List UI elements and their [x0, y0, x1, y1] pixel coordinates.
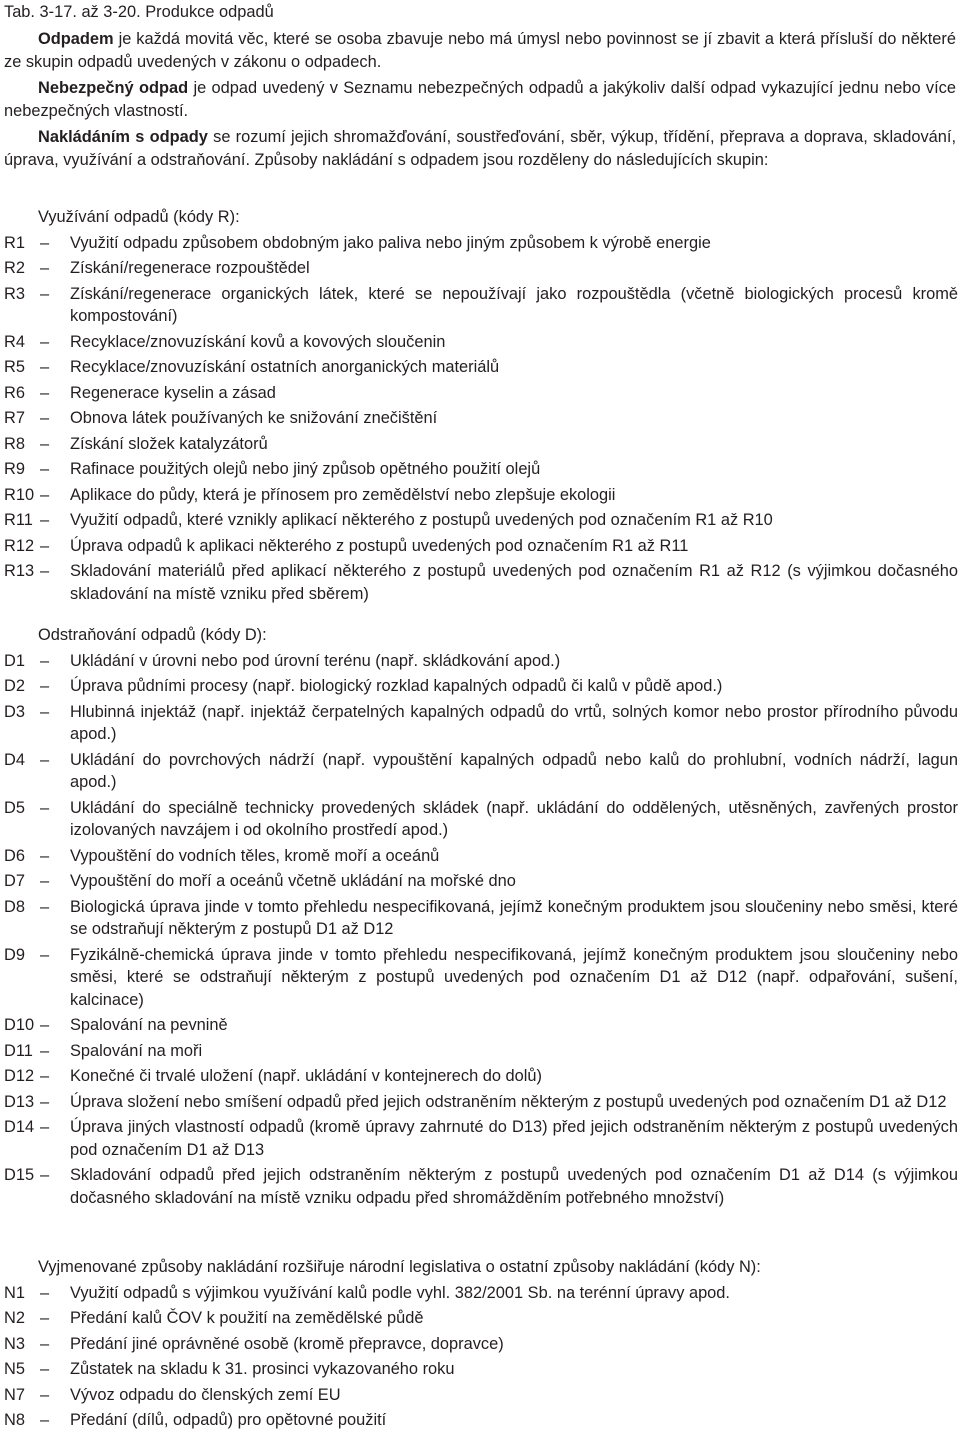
- item-description: Skladování odpadů před jejich odstraněním některým z postupů uvedených pod označením D1 až D14 (s výjimkou dočasného skladování na místě vzniku odpadu před shromážděním potřebného množství): [70, 1166, 958, 1207]
- item-code: D1: [4, 651, 25, 670]
- item-description: Předání kalů ČOV k použití na zemědělské půdě: [70, 1309, 424, 1327]
- item-code: D13: [4, 1092, 35, 1111]
- item-code: N2: [4, 1309, 25, 1327]
- section-heading-recovery: Využívání odpadů (kódy R):: [38, 208, 240, 226]
- list-item: [4, 1358, 958, 1381]
- definition-waste-management: [4, 126, 956, 171]
- item-description: Biologická úprava jinde v tomto přehledu nespecifikovaná, jejímž konečným produktem jsou sloučeniny nebo směsi, které se odstraňují některým z postupů D1 až D12: [70, 897, 958, 938]
- list-item: [4, 407, 958, 430]
- list-item: [4, 749, 958, 794]
- item-code: D9: [4, 945, 25, 964]
- list-item: [4, 701, 958, 746]
- item-dash: –: [40, 846, 50, 865]
- intro-text: [4, 28, 956, 175]
- item-description: Obnova látek používaných ke snižování znečištění: [70, 409, 438, 427]
- item-code: R9: [4, 460, 25, 478]
- item-dash: –: [40, 511, 50, 529]
- item-code: N1: [4, 1283, 25, 1302]
- item-description: Skladování materiálů před aplikací některého z postupů uvedených pod označením R1 až R12 (s výjimkou dočasného skladování na místě vzniku před sběrem): [70, 562, 958, 603]
- item-dash: –: [40, 897, 50, 916]
- list-item: [4, 232, 958, 255]
- item-code: N7: [4, 1385, 25, 1404]
- list-item: [4, 331, 958, 354]
- item-code: R13: [4, 562, 35, 580]
- list-item: [4, 1307, 958, 1330]
- list-item: [4, 1282, 958, 1305]
- list-item: [4, 650, 958, 673]
- item-dash: –: [40, 702, 50, 721]
- item-dash: –: [40, 1016, 50, 1034]
- item-dash: –: [40, 409, 50, 427]
- item-dash: –: [40, 460, 50, 478]
- table-title: Tab. 3-17. až 3-20. Produkce odpadů: [4, 3, 274, 21]
- term-waste: Odpadem: [38, 30, 114, 48]
- item-dash: –: [40, 1334, 50, 1353]
- item-description: Předání jiné oprávněné osobě (kromě přepravce, dopravce): [70, 1334, 504, 1353]
- item-code: N5: [4, 1360, 25, 1378]
- item-dash: –: [40, 332, 50, 351]
- item-description: Úprava jiných vlastností odpadů (kromě úpravy zahrnuté do D13) před jejich odstraněním některým z postupů uvedených pod označením D1 až D13: [70, 1118, 958, 1159]
- item-dash: –: [40, 945, 50, 964]
- item-description: Úprava složení nebo smíšení odpadů před jejich odstraněním některým z postupů uvedených pod označením D1 až D12: [70, 1092, 947, 1111]
- item-description: Předání (dílů, odpadů) pro opětovné použití: [70, 1411, 387, 1429]
- item-code: R12: [4, 536, 35, 555]
- list-item: [4, 458, 958, 481]
- code-list-national: [4, 1282, 958, 1432]
- item-description: Úprava půdními procesy (např. biologický rozklad kapalných odpadů či kalů v půdě apod.): [70, 677, 723, 695]
- list-item: [4, 797, 958, 842]
- item-description: Recyklace/znovuzískání ostatních anorganických materiálů: [70, 358, 500, 376]
- item-description: Recyklace/znovuzískání kovů a kovových sloučenin: [70, 332, 446, 351]
- item-code: N8: [4, 1411, 25, 1429]
- item-description: Ukládání v úrovni nebo pod úrovní terénu (např. skládkování apod.): [70, 651, 561, 670]
- section-disposal: [4, 624, 958, 1212]
- item-dash: –: [40, 383, 50, 402]
- item-dash: –: [40, 1411, 50, 1429]
- list-item: [4, 433, 958, 456]
- item-dash: –: [40, 1385, 50, 1404]
- item-dash: –: [40, 434, 50, 453]
- item-description: Využití odpadu způsobem obdobným jako paliva nebo jiným způsobem k výrobě energie: [70, 233, 711, 252]
- item-code: N3: [4, 1334, 25, 1353]
- item-dash: –: [40, 1283, 50, 1302]
- list-item: [4, 1014, 958, 1037]
- item-code: R11: [4, 511, 33, 529]
- item-dash: –: [40, 1092, 50, 1111]
- item-description: Získání složek katalyzátorů: [70, 434, 268, 453]
- item-description: Ukládání do povrchových nádrží (např. vypouštění kapalných odpadů nebo kalů do prohlubní, vodních nádrží, lagun apod.): [70, 750, 958, 791]
- item-description: Zůstatek na skladu k 31. prosinci vykazovaného roku: [70, 1360, 455, 1378]
- list-item: [4, 356, 958, 379]
- item-code: D8: [4, 897, 25, 916]
- item-dash: –: [40, 1166, 50, 1184]
- list-item: [4, 896, 958, 941]
- definition-hazardous-waste: [4, 77, 956, 122]
- item-description: Vypouštění do vodních těles, kromě moří a oceánů: [70, 846, 440, 865]
- item-description: Rafinace použitých olejů nebo jiný způsob opětného použití olejů: [70, 460, 541, 478]
- list-item: [4, 1164, 958, 1209]
- list-item: [4, 1333, 958, 1356]
- item-code: D10: [4, 1016, 35, 1034]
- item-description: Ukládání do speciálně technicky provedených skládek (např. ukládání do oddělených, utěsněných, zavřených prostor izolovaných navzájem i od okolního prostředí apod.): [70, 798, 958, 839]
- definition-waste-management-text: se rozumí jejich shromažďování, soustřeďování, sběr, výkup, třídění, přeprava a doprava, skladování, úprava, využívání a odstraňování. Způsoby nakládání s odpadem jsou rozděleny do následujících skupin:: [4, 128, 956, 169]
- list-item: [4, 1116, 958, 1161]
- item-code: D4: [4, 750, 25, 769]
- definition-waste-text: je každá movitá věc, které se osoba zbavuje nebo má úmysl nebo povinnost se jí zbavit a která přísluší do některé ze skupin odpadů uvedených v zákonu o odpadech.: [4, 30, 956, 71]
- item-code: R7: [4, 409, 25, 427]
- item-description: Vývoz odpadu do členských zemí EU: [70, 1385, 341, 1404]
- item-dash: –: [40, 284, 50, 303]
- list-item: [4, 1040, 958, 1063]
- list-item: [4, 509, 958, 532]
- item-code: R5: [4, 358, 25, 376]
- definition-waste: [4, 28, 956, 73]
- section-national: [4, 1256, 958, 1435]
- list-item: [4, 1065, 958, 1088]
- section-recovery: [4, 206, 958, 608]
- item-description: Hlubinná injektáž (např. injektáž čerpatelných kapalných odpadů do vrtů, solných komor nebo prostor přírodního původu apod.): [70, 702, 958, 743]
- term-hazardous-waste: Nebezpečný odpad: [38, 79, 189, 97]
- item-code: R8: [4, 434, 25, 453]
- item-code: D15: [4, 1166, 35, 1184]
- code-list-disposal: [4, 650, 958, 1210]
- item-description: Vypouštění do moří a oceánů včetně ukládání na mořské dno: [70, 872, 516, 890]
- list-item: [4, 845, 958, 868]
- list-item: [4, 1409, 958, 1432]
- item-dash: –: [40, 358, 50, 376]
- item-description: Úprava odpadů k aplikaci některého z postupů uvedených pod označením R1 až R11: [70, 536, 689, 555]
- item-dash: –: [40, 485, 50, 504]
- item-code: D5: [4, 798, 25, 817]
- list-item: [4, 870, 958, 893]
- item-description: Regenerace kyselin a zásad: [70, 383, 276, 402]
- item-code: D7: [4, 872, 25, 890]
- definition-hazardous-waste-text: je odpad uvedený v Seznamu nebezpečných odpadů a jakýkoliv další odpad vykazující jednu nebo více nebezpečných vlastností.: [4, 79, 956, 120]
- code-list-recovery: [4, 232, 958, 606]
- item-description: Fyzikálně-chemická úprava jinde v tomto přehledu nespecifikovaná, jejímž konečným produktem jsou sloučeniny nebo směsi, které se odstraňují některým z postupů uvedených pod označením D1 až D12 (např. odpařování, sušení, kalcinace): [70, 945, 958, 1009]
- item-code: D6: [4, 846, 25, 865]
- list-item: [4, 1091, 958, 1114]
- item-description: Spalování na pevnině: [70, 1016, 228, 1034]
- list-item: [4, 1384, 958, 1407]
- list-item: [4, 944, 958, 1012]
- list-item: [4, 560, 958, 605]
- item-code: R10: [4, 485, 35, 504]
- item-code: R4: [4, 332, 25, 351]
- item-dash: –: [40, 233, 50, 252]
- item-code: D3: [4, 702, 25, 721]
- list-item: [4, 257, 958, 280]
- list-item: [4, 484, 958, 507]
- item-description: Získání/regenerace organických látek, které se nepoužívají jako rozpouštědla (včetně biologických procesů kromě kompostování): [70, 284, 958, 325]
- item-dash: –: [40, 1309, 50, 1327]
- list-item: [4, 675, 958, 698]
- item-dash: –: [40, 1067, 50, 1085]
- item-description: Konečné či trvalé uložení (např. ukládání v kontejnerech do dolů): [70, 1067, 542, 1085]
- item-description: Aplikace do půdy, která je přínosem pro zemědělství nebo zlepšuje ekologii: [70, 485, 616, 504]
- item-code: D11: [4, 1041, 33, 1060]
- item-dash: –: [40, 536, 50, 555]
- item-dash: –: [40, 1118, 50, 1136]
- item-dash: –: [40, 750, 50, 769]
- item-code: D12: [4, 1067, 35, 1085]
- item-dash: –: [40, 677, 50, 695]
- list-item: [4, 382, 958, 405]
- list-item: [4, 283, 958, 328]
- item-dash: –: [40, 1041, 50, 1060]
- section-heading-national: Vyjmenované způsoby nakládání rozšiřuje národní legislativa o ostatní způsoby nakládání (kódy N):: [38, 1258, 761, 1276]
- item-code: R6: [4, 383, 25, 402]
- item-description: Získání/regenerace rozpouštědel: [70, 259, 310, 277]
- list-item: [4, 535, 958, 558]
- item-code: D2: [4, 677, 25, 695]
- item-code: R2: [4, 259, 25, 277]
- item-code: D14: [4, 1118, 35, 1136]
- item-description: Spalování na moři: [70, 1041, 203, 1060]
- item-dash: –: [40, 1360, 50, 1378]
- item-dash: –: [40, 259, 50, 277]
- item-code: R3: [4, 284, 25, 303]
- item-dash: –: [40, 798, 50, 817]
- item-dash: –: [40, 872, 50, 890]
- item-dash: –: [40, 651, 50, 670]
- term-waste-management: Nakládáním s odpady: [38, 128, 208, 146]
- item-dash: –: [40, 562, 50, 580]
- item-description: Využití odpadů s výjimkou využívání kalů podle vyhl. 382/2001 Sb. na terénní úpravy apod.: [70, 1283, 730, 1302]
- section-heading-disposal: Odstraňování odpadů (kódy D):: [38, 626, 267, 644]
- item-code: R1: [4, 233, 25, 252]
- item-description: Využití odpadů, které vznikly aplikací některého z postupů uvedených pod označením R1 až R10: [70, 511, 773, 529]
